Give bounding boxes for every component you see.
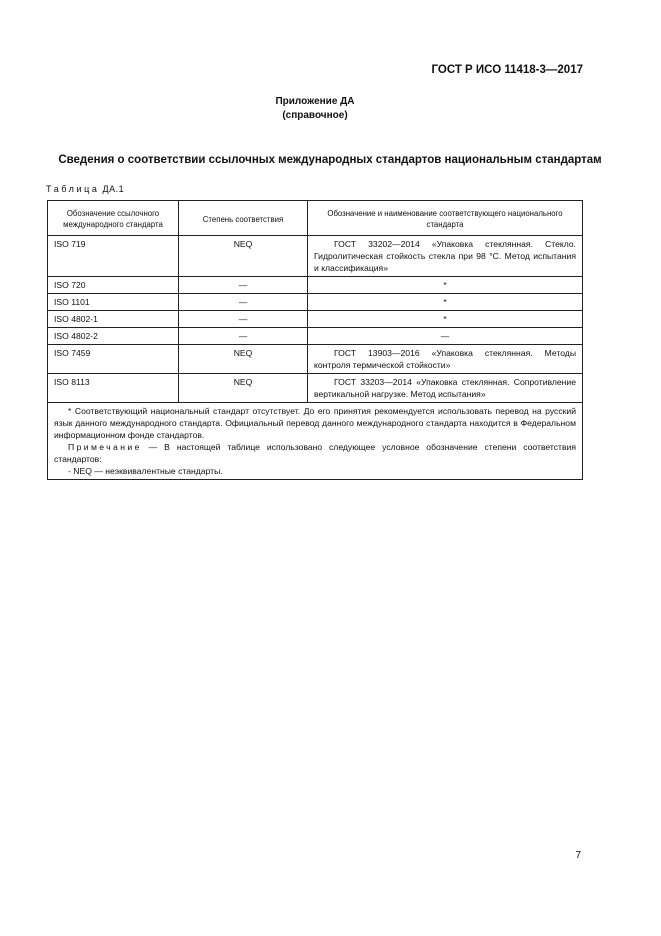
table-label-id: ДА.1 [102, 184, 125, 194]
column-header-international: Обозначение ссылочного международного стандарта [48, 201, 179, 236]
cell-national-standard: ГОСТ 33203—2014 «Упаковка стеклянная. Сопротивление вертикальной нагрузке. Метод испытания» [308, 374, 583, 403]
section-heading: Сведения о соответствии ссылочных международных стандартов национальным стандартам [58, 154, 602, 166]
table-row [48, 374, 583, 403]
table-row [48, 328, 583, 345]
note [54, 441, 576, 465]
cell-national-standard: * [308, 277, 583, 294]
cell-international-standard: ISO 7459 [48, 345, 179, 374]
cell-international-standard: ISO 4802-1 [48, 311, 179, 328]
table-header-row [48, 201, 583, 236]
document-code: ГОСТ Р ИСО 11418-3—2017 [431, 64, 583, 76]
column-header-degree: Степень соответствия [179, 201, 308, 236]
note-item: - NEQ — неэквивалентные стандарты. [68, 466, 223, 476]
cell-international-standard: ISO 1101 [48, 294, 179, 311]
cell-degree: — [179, 328, 308, 345]
annex-title-block [0, 95, 630, 123]
note-label: Примечание [68, 442, 142, 452]
cell-international-standard: ISO 719 [48, 236, 179, 277]
cell-degree: NEQ [179, 236, 308, 277]
cell-degree: — [179, 311, 308, 328]
table-row [48, 345, 583, 374]
cell-national-standard: * [308, 294, 583, 311]
table-notes [48, 403, 583, 480]
footnote: * Соответствующий национальный стандарт отсутствует. До его принятия рекомендуется использовать перевод на русский язык данного международного стандарта. Официальный перевод данного международного стандарта находится в Федеральном информационном фонде стандартов. [54, 406, 576, 440]
cell-national-standard: ГОСТ 33202—2014 «Упаковка стеклянная. Стекло. Гидролитическая стойкость стекла при 98 °С. Метод испытания и классификация» [308, 236, 583, 277]
cell-international-standard: ISO 8113 [48, 374, 179, 403]
cell-national-standard: — [308, 328, 583, 345]
page-number: 7 [575, 850, 581, 861]
cell-degree: NEQ [179, 374, 308, 403]
table-row [48, 236, 583, 277]
cell-national-standard: ГОСТ 13903—2016 «Упаковка стеклянная. Методы контроля термической стойкости» [308, 345, 583, 374]
note-text: — В настоящей таблице использовано следующее условное обозначение степени соответствия стандартов: [54, 442, 577, 464]
table-row [48, 311, 583, 328]
correspondence-table [47, 200, 583, 480]
column-header-national: Обозначение и наименование соответствующего национального стандарта [308, 201, 583, 236]
cell-degree: NEQ [179, 345, 308, 374]
annex-subtitle: (справочное) [282, 110, 348, 121]
cell-national-standard: * [308, 311, 583, 328]
cell-international-standard: ISO 720 [48, 277, 179, 294]
cell-degree: — [179, 277, 308, 294]
cell-international-standard: ISO 4802-2 [48, 328, 179, 345]
annex-title: Приложение ДА [275, 96, 355, 107]
table-label [46, 184, 124, 194]
table-label-prefix: Таблица [46, 184, 100, 194]
table-notes-row [48, 403, 583, 480]
table-row [48, 294, 583, 311]
cell-degree: — [179, 294, 308, 311]
table-row [48, 277, 583, 294]
